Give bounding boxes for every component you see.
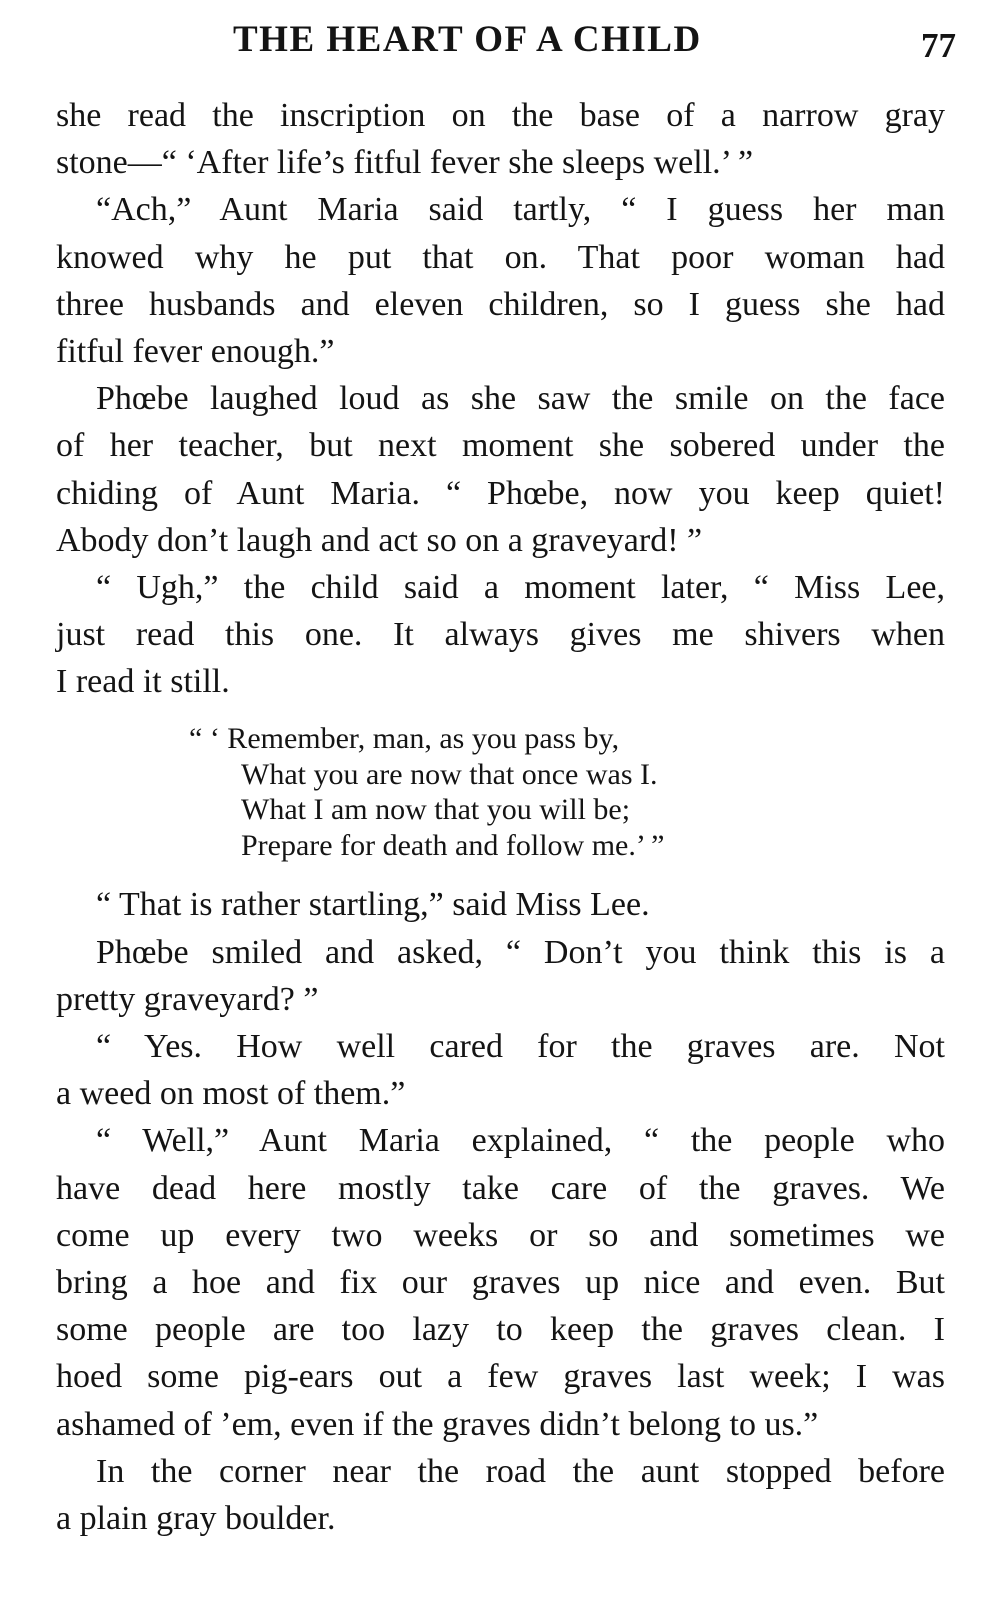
text-line: Phœbe smiled and asked, “ Don’t you think this is a (96, 933, 945, 971)
text-line: a plain gray boulder. (56, 1499, 336, 1537)
paragraph (56, 375, 945, 564)
text-line: ashamed of ’em, even if the graves didn’t belong to us.” (56, 1405, 819, 1443)
verse-line: Prepare for death and follow me.’ ” (241, 828, 665, 862)
running-title: THE HEART OF A CHILD (233, 19, 702, 60)
body-text (56, 92, 945, 1542)
paragraph (56, 1448, 945, 1542)
paragraph (56, 881, 945, 928)
text-line: “ Ugh,” the child said a moment later, “ Miss Lee, (96, 568, 945, 606)
text-line: chiding of Aunt Maria. “ Phœbe, now you keep quiet! (56, 474, 945, 512)
verse-line: What you are now that once was I. (241, 757, 658, 791)
page-number: 77 (921, 26, 956, 65)
text-line: three husbands and eleven children, so I guess she had (56, 285, 945, 323)
text-line: just read this one. It always gives me shivers when (56, 616, 945, 654)
paragraph (56, 929, 945, 1023)
paragraph (56, 186, 945, 375)
paragraph (56, 564, 945, 706)
text-line: some people are too lazy to keep the graves clean. I (56, 1311, 945, 1349)
verse-line: “ ‘ Remember, man, as you pass by, (189, 722, 620, 756)
text-line: Abody don’t laugh and act so on a graveyard! ” (56, 521, 703, 559)
text-line: I read it still. (56, 663, 230, 701)
text-line: come up every two weeks or so and sometimes we (56, 1216, 945, 1254)
paragraph (56, 92, 945, 186)
text-line: “ That is rather startling,” said Miss Lee. (96, 886, 650, 924)
text-line: “ Yes. How well cared for the graves are. Not (96, 1028, 945, 1065)
text-line: of her teacher, but next moment she sobered under the (56, 427, 945, 465)
text-line: hoed some pig-ears out a few graves last week; I was (56, 1358, 945, 1396)
text-line: “ Well,” Aunt Maria explained, “ the people who (96, 1122, 945, 1160)
text-line: she read the inscription on the base of a narrow gray (56, 97, 945, 134)
text-line: Phœbe laughed loud as she saw the smile on the face (96, 380, 945, 418)
text-line: bring a hoe and fix our graves up nice and even. But (56, 1263, 945, 1301)
page-header (58, 14, 956, 74)
verse-line: What I am now that you will be; (241, 793, 631, 827)
paragraph (56, 1023, 945, 1117)
text-line: have dead here mostly take care of the graves. We (56, 1169, 945, 1207)
text-line: “Ach,” Aunt Maria said tartly, “ I guess her man (96, 191, 945, 229)
text-line: a weed on most of them.” (56, 1075, 406, 1113)
text-line: pretty graveyard? ” (56, 980, 319, 1018)
text-line: In the corner near the road the aunt stopped before (96, 1452, 945, 1490)
text-line: knowed why he put that on. That poor woman had (56, 238, 945, 276)
text-line: fitful fever enough.” (56, 332, 335, 370)
text-line: stone—“ ‘After life’s fitful fever she sleeps well.’ ” (56, 144, 754, 182)
paragraph (56, 1117, 945, 1447)
epitaph-verse (56, 721, 945, 863)
